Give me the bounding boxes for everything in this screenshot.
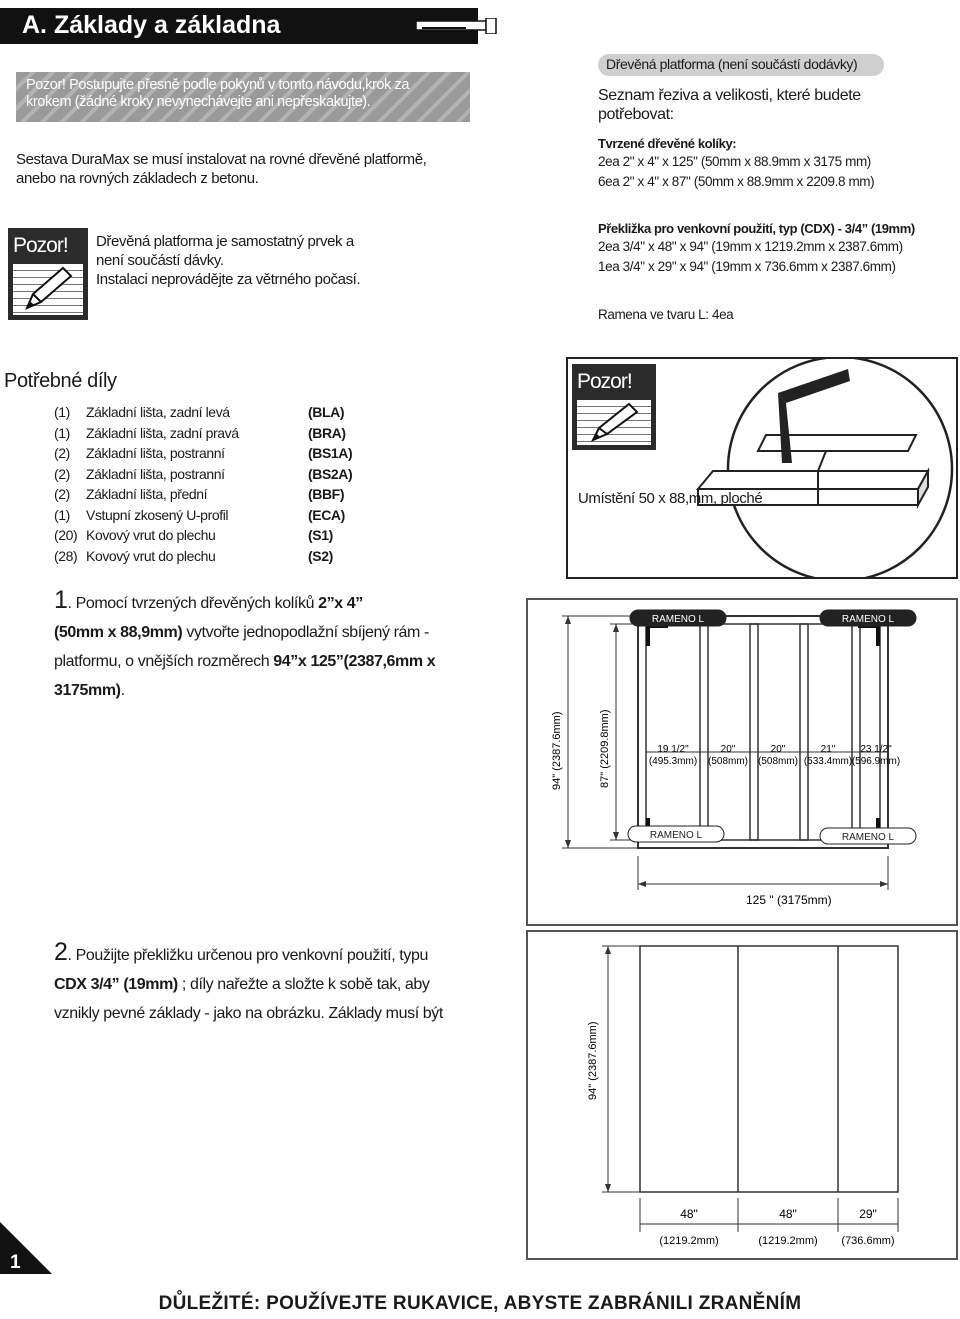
step-1-line-1 — [54, 586, 474, 618]
plywood-width-inch: 48" — [680, 1207, 698, 1221]
step-1-line-4 — [54, 676, 474, 705]
frame-diagram-drawing — [528, 600, 956, 924]
part-qty: (2) — [54, 465, 70, 482]
page-number: 1 — [10, 1252, 21, 1273]
step-1-number: 1 — [54, 586, 68, 614]
part-qty: (1) — [54, 506, 70, 523]
plywood-title: Překližka pro venkovní použití, typ (CDX) - 3/4” (19mm) — [598, 221, 915, 236]
plywood-width-mm: (1219.2mm) — [659, 1235, 719, 1247]
spacing-inch-label: 20" — [770, 744, 786, 755]
plywood-width-inch: 29" — [859, 1207, 877, 1221]
spacing-inch-label: 19 1/2" — [657, 744, 689, 755]
step-1-text-c: platformu, o vnějších rozměrech — [54, 653, 274, 670]
frame-diagram — [526, 598, 958, 926]
lumber-intro-line-2: potřebovat: — [598, 106, 674, 123]
caution-note-line-1: Dřevěná platforma je samostatný prvek a — [96, 233, 354, 250]
height-outer-label: 94" (2387.6mm) — [551, 711, 563, 790]
plywood-diagram-drawing — [528, 932, 956, 1258]
step-2-line-1 — [54, 938, 474, 970]
caution-badge — [8, 228, 88, 320]
arm-label: RAMENO L — [651, 614, 705, 625]
width-label: 125 " (3175mm) — [746, 893, 832, 907]
caution-badge-detail — [572, 364, 656, 450]
part-name: Základní lišta, postranní — [86, 445, 225, 461]
part-code: (S1) — [308, 527, 333, 543]
part-qty: (1) — [54, 404, 70, 420]
plywood-width-labels — [659, 1207, 894, 1247]
part-code: (BS1A) — [308, 445, 353, 461]
step-2-text — [54, 938, 474, 1028]
part-code: (ECA) — [308, 506, 345, 523]
header-tab-graphic — [416, 18, 502, 34]
step-1-text — [54, 586, 474, 705]
spacing-labels — [649, 744, 900, 767]
spacing-inch-label: 20" — [720, 744, 736, 755]
part-qty: (2) — [54, 486, 70, 502]
step-1-text-d: . — [120, 682, 125, 699]
step-2-bold-a: CDX 3/4” (19mm) — [54, 976, 178, 993]
hardwood-title: Tvrzené dřevěné kolíky: — [598, 136, 737, 151]
step-2-text-c: vznikly pevné základy - jako na obrázku. Základy musí být — [54, 1005, 443, 1022]
plywood-width-inch: 48" — [779, 1207, 797, 1221]
spacing-mm-label: (533.4mm) — [803, 756, 853, 767]
spacing-mm-label: (508mm) — [757, 756, 799, 767]
notepad-icon — [577, 400, 651, 445]
step-1-bold-c: 94”x 125”(2387,6mm x — [273, 653, 436, 670]
height-inner-label: 87" (2209.8mm) — [599, 709, 611, 788]
plywood-width-mm: (1219.2mm) — [758, 1235, 818, 1247]
step-1-bold-a: 2”x 4” — [318, 595, 363, 612]
part-qty: (1) — [54, 424, 70, 441]
pencil-icon — [577, 400, 651, 445]
step-1-text-a: . Pomocí tvrzených dřevěných kolíků — [67, 595, 319, 612]
arm-label: RAMENO L — [649, 830, 703, 841]
intro-text — [16, 150, 466, 188]
part-name: Základní lišta, postranní — [86, 465, 225, 482]
caution-banner — [16, 72, 470, 122]
notepad-icon — [13, 264, 83, 315]
step-1-bold-b: (50mm x 88,9mm) — [54, 624, 183, 641]
part-name: Základní lišta, zadní levá — [86, 404, 230, 420]
pencil-icon — [13, 264, 83, 315]
spacing-inch-label: 21" — [820, 744, 836, 755]
step-2-text-b: ; díly nařežte a složte k sobě tak, aby — [177, 976, 430, 993]
step-2-text-a: . Použijte překližku určenou pro venkovní použití, typu — [67, 947, 428, 964]
arm-label: RAMENO L — [841, 614, 895, 625]
section-title: A. Základy a základna — [0, 8, 478, 44]
caution-note-line-2: není součástí dávky. — [96, 252, 224, 269]
caution-line-2: krokem (žádné kroky nevynechávejte ani nepřeskakujte). — [26, 94, 371, 110]
plywood-item-2: 1ea 3/4" x 29" x 94" (19mm x 736.6mm x 2387.6mm) — [598, 259, 896, 274]
plywood-height-label: 94" (2387.6mm) — [587, 1021, 599, 1100]
part-name: Kovový vrut do plechu — [86, 527, 216, 543]
plywood-item-1: 2ea 3/4" x 48" x 94" (19mm x 1219.2mm x 2387.6mm) — [598, 239, 903, 254]
lumber-intro-line-1: Seznam řeziva a velikosti, které budete — [598, 87, 861, 104]
part-qty: (2) — [54, 445, 70, 461]
safety-footer: DŮLEŽITÉ: POUŽÍVEJTE RUKAVICE, ABYSTE ZABRÁNILI ZRANĚNÍM — [158, 1293, 802, 1314]
step-1-line-2 — [54, 618, 474, 647]
caution-note-line-3: Instalaci neprovádějte za větrného počasí. — [96, 271, 361, 288]
platform-note-pill: Dřevěná platforma (není součástí dodávky) — [598, 54, 884, 76]
step-2-number: 2 — [54, 938, 68, 966]
intro-line-2: anebo na rovných základech z betonu. — [16, 170, 259, 187]
spacing-mm-label: (508mm) — [707, 756, 749, 767]
part-code: (BRA) — [308, 424, 346, 441]
lumber-intro — [598, 86, 898, 124]
part-name: Vstupní zkosený U-profil — [86, 506, 229, 523]
step-2-line-2 — [54, 970, 474, 999]
step-2-line-3 — [54, 999, 474, 1028]
step-1-bold-d: 3175mm) — [54, 682, 121, 699]
spacing-mm-label: (495.3mm) — [648, 756, 698, 767]
part-code: (S2) — [308, 547, 333, 564]
caution-badge-detail-label: Pozor! — [577, 370, 632, 393]
intro-line-1: Sestava DuraMax se musí instalovat na rovné dřevěné platformě, — [16, 151, 427, 168]
part-code: (BS2A) — [308, 465, 353, 482]
hardwood-item-2: 6ea 2" x 4" x 87" (50mm x 88.9mm x 2209.8 mm) — [598, 174, 875, 189]
part-code: (BBF) — [308, 486, 345, 502]
page-corner-graphic — [0, 1222, 52, 1274]
caution-badge-label: Pozor! — [13, 234, 68, 257]
part-name: Kovový vrut do plechu — [86, 547, 216, 564]
parts-title: Potřebné díly — [4, 370, 117, 392]
plywood-diagram — [526, 930, 958, 1260]
part-qty: (20) — [54, 527, 78, 543]
step-1-line-3 — [54, 647, 474, 676]
l-arms-count: Ramena ve tvaru L: 4ea — [598, 307, 734, 322]
part-name: Základní lišta, přední — [86, 486, 208, 502]
spacing-mm-label: (596.9mm) — [851, 756, 901, 767]
step-1-text-b: vytvořte jednopodlažní sbíjený rám - — [182, 624, 429, 641]
detail-caption: Umístění 50 x 88,mm, ploché — [578, 490, 763, 507]
part-qty: (28) — [54, 547, 78, 564]
part-code: (BLA) — [308, 404, 345, 420]
caution-note — [96, 232, 456, 289]
plywood-width-mm: (736.6mm) — [841, 1235, 895, 1247]
part-name: Základní lišta, zadní pravá — [86, 424, 239, 441]
spacing-inch-label: 23 1/2" — [860, 744, 892, 755]
arm-label: RAMENO L — [841, 832, 895, 843]
caution-line-1: Pozor! Postupujte přesně podle pokynů v tomto návodu,krok za — [26, 77, 410, 93]
hardwood-item-1: 2ea 2" x 4" x 125" (50mm x 88.9mm x 3175 mm) — [598, 154, 871, 169]
